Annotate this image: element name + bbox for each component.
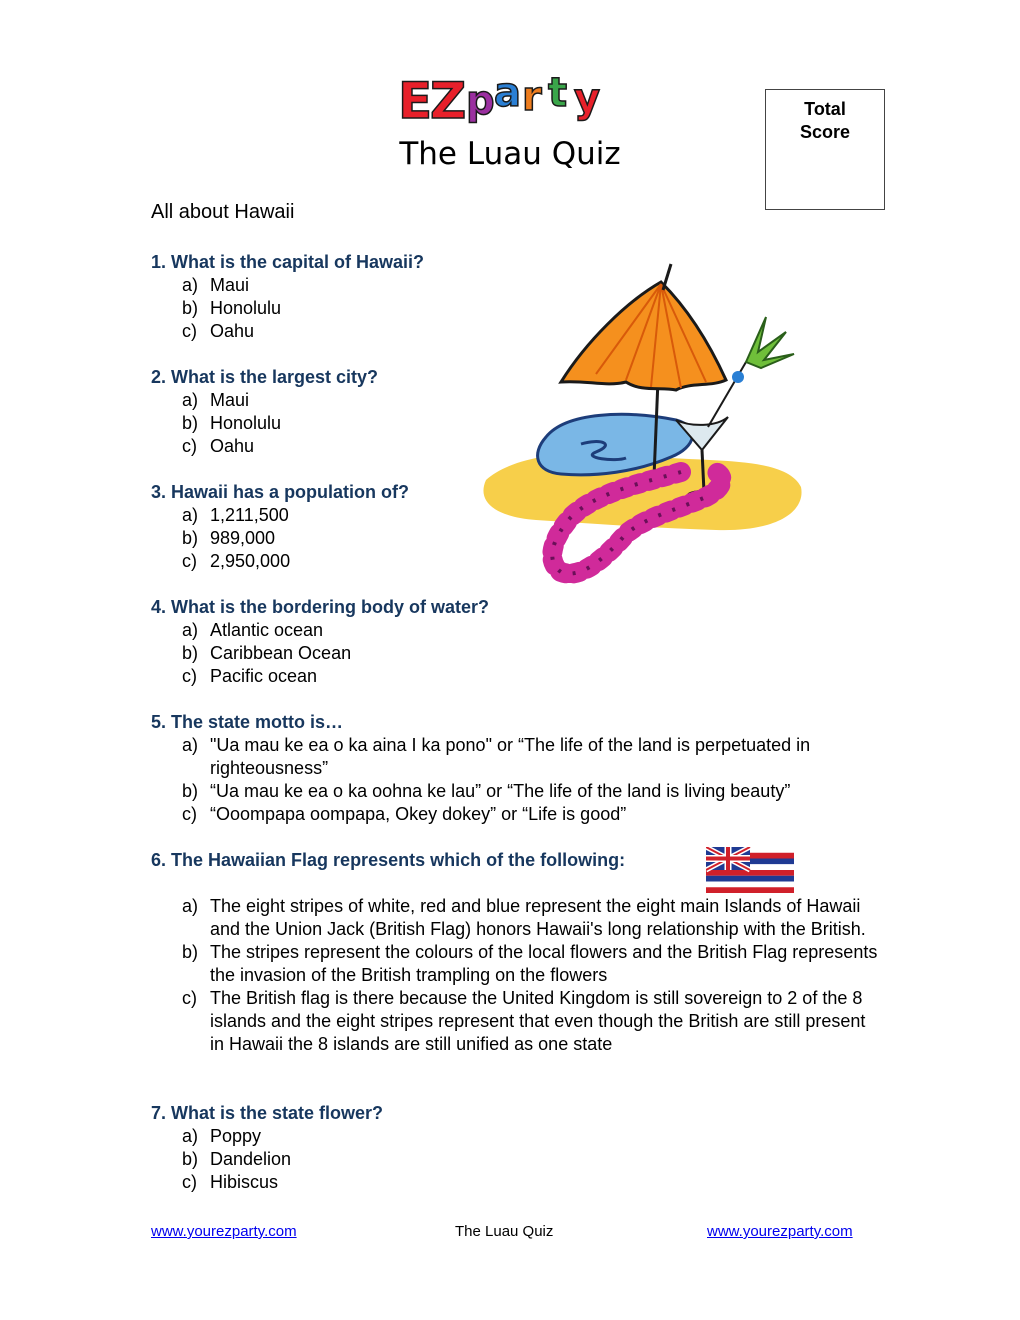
logo-letter: Z xyxy=(430,72,467,128)
option-a: a) The eight stripes of white, red and blue represent the eight main Islands of Hawaii and the Union Jack (British Flag) honors Hawaii's long relationship with the British. xyxy=(182,896,866,939)
option-c: c) Oahu xyxy=(182,321,255,341)
footer-right-link[interactable]: www.yourezparty.com xyxy=(707,1223,853,1240)
hawaiian-flag-icon xyxy=(706,847,794,893)
option-c: c) “Ooompapa oompapa, Okey dokey” or “Life is good” xyxy=(182,804,627,824)
total-score-box xyxy=(765,89,885,210)
question-text: 7. What is the state flower? xyxy=(151,1103,384,1123)
logo-letter: r xyxy=(522,74,542,120)
question-7 xyxy=(151,1102,881,1194)
option-a: a) 1,211,500 xyxy=(182,505,289,525)
logo-letter: y xyxy=(574,76,601,122)
question-5 xyxy=(151,711,881,826)
logo-letter: E xyxy=(398,72,433,128)
option-a: a) Maui xyxy=(182,390,250,410)
option-c: c) The British flag is there because the United Kingdom is still sovereign to 2 of the 8 islands and the eight stripes represent that even though the British are still present in Hawaii the 8 islands are still unified as one state xyxy=(182,988,866,1054)
option-b: b) Honolulu xyxy=(182,298,282,318)
question-4 xyxy=(151,596,881,688)
option-a: a) Maui xyxy=(182,275,250,295)
option-b: b) Dandelion xyxy=(182,1149,292,1169)
option-b: b) Caribbean Ocean xyxy=(182,643,352,663)
page-title: The Luau Quiz xyxy=(399,136,621,172)
option-a: a) "Ua mau ke ea o ka aina I ka pono" or “The life of the land is perpetuated in righteousness” xyxy=(182,735,811,778)
ezparty-logo xyxy=(396,66,608,128)
option-c: c) Oahu xyxy=(182,436,255,456)
option-c: c) Hibiscus xyxy=(182,1172,279,1192)
option-c: c) 2,950,000 xyxy=(182,551,291,571)
logo-letter: p xyxy=(466,78,495,124)
option-a: a) Atlantic ocean xyxy=(182,620,324,640)
score-label-score: Score xyxy=(799,122,851,142)
logo-letter: t xyxy=(548,70,568,116)
question-text: 4. What is the bordering body of water? xyxy=(151,597,490,617)
option-a: a) Poppy xyxy=(182,1126,262,1146)
question-text: 6. The Hawaiian Flag represents which of the following: xyxy=(151,850,626,870)
option-c: c) Pacific ocean xyxy=(182,666,318,686)
question-text: 3. Hawaii has a population of? xyxy=(151,482,410,502)
question-text: 2. What is the largest city? xyxy=(151,367,379,387)
score-label-total: Total xyxy=(804,99,846,119)
option-b: b) “Ua mau ke ea o ka oohna ke lau” or “The life of the land is living beauty” xyxy=(182,781,791,801)
logo-letter: a xyxy=(494,70,521,116)
option-b: b) The stripes represent the colours of the local flowers and the British Flag represents the invasion of the British trampling on the flowers xyxy=(182,942,878,985)
option-b: b) 989,000 xyxy=(182,528,276,548)
luau-illustration xyxy=(476,262,806,592)
section-title: All about Hawaii xyxy=(151,201,295,223)
question-text: 1. What is the capital of Hawaii? xyxy=(151,252,425,272)
footer-left-link[interactable]: www.yourezparty.com xyxy=(151,1223,297,1240)
footer-title: The Luau Quiz xyxy=(455,1223,554,1240)
option-b: b) Honolulu xyxy=(182,413,282,433)
question-text: 5. The state motto is… xyxy=(151,712,344,732)
